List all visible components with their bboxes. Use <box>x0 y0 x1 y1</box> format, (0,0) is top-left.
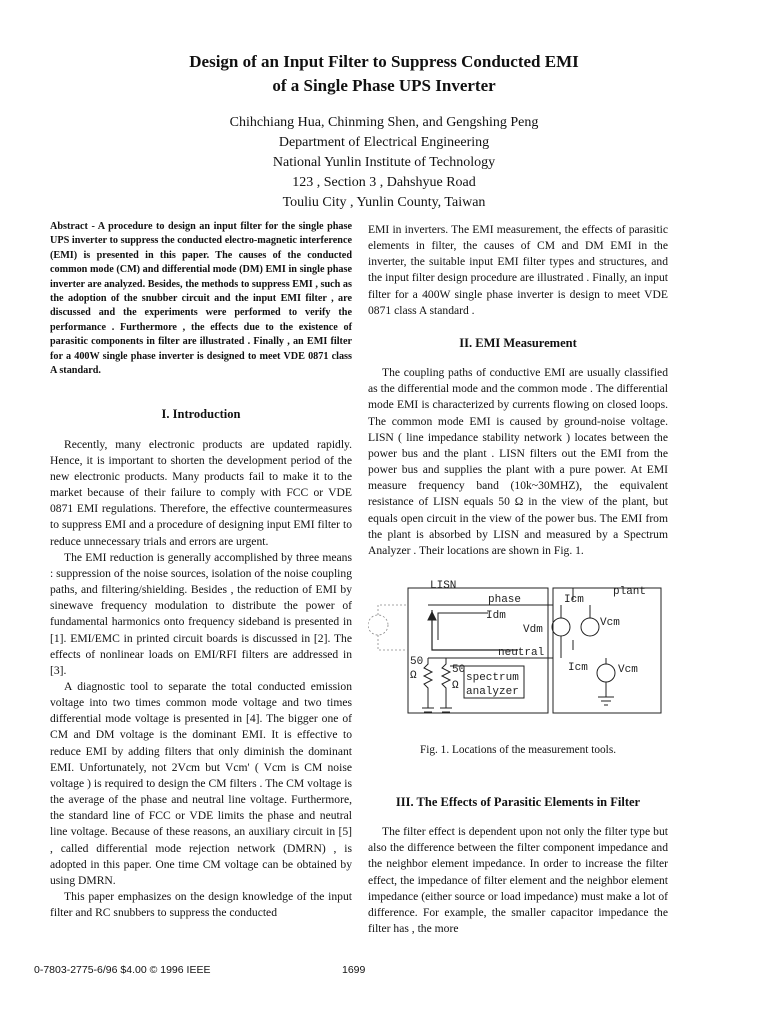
intro-paragraph-4: This paper emphasizes on the design knowledge of the input filter and RC snubbers to suppress the conducted <box>50 890 352 920</box>
label-idm: Idm <box>486 610 506 622</box>
intro-paragraph-3: A diagnostic tool to separate the total conducted emission voltage into two times common mode voltage and two times differential mode voltage is presented in [4]. The bigger one of CM and DM voltage is the dominant EMI. It is effective to reduce EMI by adding filters that only diminish the dominant EMI. Unfortunately, not 2Vcm but Vcm' ( Vcm is CM noise voltage ) is required to design the CM filters . The CM voltage is the average of the phase and neutral line voltage. Furthermore, the standard line of FCC or VDE limits the phase and neutral line voltage. Because of these reasons, an auxiliary circuit in [5] , called differential mode rejection network (DMRN) , is adopted in this paper. One time CM voltage can be obtained by using DMRN. <box>50 679 352 887</box>
emi-measurement-paragraph: The coupling paths of conductive EMI are usually classified as the differential mode and the common mode . The differential mode EMI is characterized by currents flowing on closed loops. The common mode EMI is caused by ground-noise voltage. LISN ( line impedance stability network ) locates between the power bus and the plant . LISN filters out the EMI from the power bus and supplies the plant with a pure power. At EMI measure frequency band (10k~30MHZ), the equivalent resistance of LISN equals 50 Ω in the view of the plant, but equals open circuit in the view of the power bus. The EMI from the plant is absorbed by LISN and measured by a Spectrum Analyzer . Their locations are shown in Fig. 1. <box>368 366 668 557</box>
label-r50-a-unit: Ω <box>410 670 417 682</box>
label-lisn: LISN <box>430 580 457 592</box>
page-number: 1699 <box>342 964 366 976</box>
label-r50-b-unit: Ω <box>452 680 459 692</box>
intro-paragraph-1: Recently, many electronic products are updated rapidly. Hence, it is important to shorten the development period of the new electronic products. Many products fail to make it to the market because of their failure to comply with FCC or VDE 0871 EMI regulations. Therefore, the effective countermeasures to suppress EMI and a procedure of designing input EMI filter to reduce unnecessary trials and errors are urgent. <box>50 437 352 548</box>
section-heading-parasitic: III. The Effects of Parasitic Elements in Filter <box>395 795 641 809</box>
figure-1-caption: Fig. 1. Locations of the measurement tools. <box>419 744 617 756</box>
intro-paragraph-2: The EMI reduction is generally accomplished by three means : suppression of the noise sources, isolation of the noise coupling paths, and filtering/shielding. Besides , the reduction of EMI by sinewave frequency modulation to distribute the power of fundamental harmonics onto frequency sideband is presented in [1]. EMI/EMC in printed circuit boards is discussed in [2]. The effects of nonlinear loads on EMI/RFI filters are addressed in [3]. <box>50 550 352 677</box>
right-column-lower <box>368 794 668 937</box>
right-column-upper <box>368 222 668 559</box>
author-address: 123 , Section 3 , Dahshyue Road <box>292 175 476 190</box>
label-icm-top: Icm <box>564 594 584 606</box>
title-line-1: Design of an Input Filter to Suppress Conducted EMI <box>189 52 579 71</box>
label-plant: plant <box>613 586 647 598</box>
label-neutral: neutral <box>498 647 545 659</box>
label-phase: phase <box>488 594 522 606</box>
label-r50-a: 50 <box>410 656 424 668</box>
parasitic-paragraph: The filter effect is dependent upon not only the filter type but also the difference between the filter component impedance and the neighbor element impedance. In order to increase the filter effect, the impedance of filter element and the neighbor element impedance (either source or load impedance) must make a lot of difference. For example, the smaller capacitor impedance the filter has , the more <box>368 825 668 936</box>
label-r50-b: 50 <box>452 664 466 676</box>
paper-title <box>0 50 768 98</box>
figure-1-circuit-diagram <box>368 580 668 725</box>
label-vdm: Vdm <box>523 624 543 636</box>
author-city: Touliu City , Yunlin County, Taiwan <box>282 195 486 210</box>
label-vcm-top: Vcm <box>600 617 620 629</box>
left-column <box>50 220 352 921</box>
label-analyzer: analyzer <box>466 686 519 698</box>
abstract: Abstract - A procedure to design an input filter for the single phase UPS inverter to suppress the conducted electro-magnetic interference (EMI) is presented in this paper. The causes of the conducted common mode (CM) and differential mode (DM) EMI in single phase inverter are analyzed. Besides, the methods to suppress EMI , such as the adoption of the snubber circuit and the input EMI filter , are discussed and the experiments were performed to verify the performance . Furthermore , the effects due to the existence of parasitic components in filter are illustrated . Finally , an EMI filter for a 400W single phase inverter is designed to meet VDE 0871 class A standard. <box>50 221 352 377</box>
section-heading-introduction: I. Introduction <box>161 407 241 422</box>
plant-box <box>553 588 661 713</box>
author-department: Department of Electrical Engineering <box>278 135 490 150</box>
label-icm-bottom: Icm <box>568 662 588 674</box>
author-block <box>0 113 768 213</box>
label-spectrum: spectrum <box>466 672 519 684</box>
intro-continuation-paragraph: EMI in inverters. The EMI measurement, the effects of parasitic elements in filter, the causes of CM and DM EMI in the inverter, the suitable input EMI filter types and structures, and the input filter design procedure are illustrated . Finally, an input filter for a 400W single phase inverter is design to meet VDE 0871 class A standard . <box>368 223 668 317</box>
label-vcm-bottom: Vcm <box>618 664 638 676</box>
section-heading-emi-measurement: II. EMI Measurement <box>459 335 577 350</box>
author-names: Chihchiang Hua, Chinming Shen, and Gengshing Peng <box>229 115 539 130</box>
title-line-2: of a Single Phase UPS Inverter <box>272 76 496 95</box>
copyright-line: 0-7803-2775-6/96 $4.00 © 1996 IEEE <box>34 964 211 976</box>
author-institute: National Yunlin Institute of Technology <box>272 155 496 170</box>
